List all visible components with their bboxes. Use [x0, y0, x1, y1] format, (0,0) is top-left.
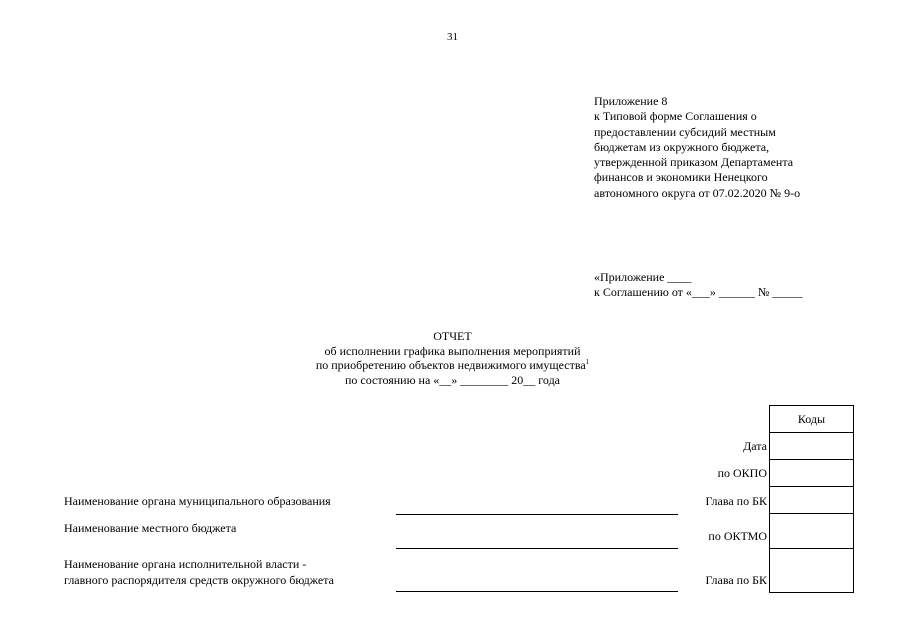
bk-code-row-2: [770, 549, 854, 593]
oktmo-code-label: по ОКТМО: [708, 529, 767, 543]
appendix-line: Приложение 8: [594, 94, 668, 108]
report-title: ОТЧЕТ: [433, 329, 472, 343]
okpo-code-row: [770, 460, 854, 487]
codes-header: Коды: [770, 406, 854, 433]
okpo-code-cell: [770, 460, 854, 487]
report-subtitle-line-2-text: по приобретению объектов недвижимого имущества: [315, 358, 586, 372]
date-code-row: [770, 433, 854, 460]
bk-code-cell-2: [770, 549, 854, 593]
appendix-line: утвержденной приказом Департамента: [594, 155, 794, 170]
annex-line-1: «Приложение ____: [594, 270, 692, 284]
annex-line-2: к Соглашению от «___» ______ № _____: [594, 285, 803, 300]
municipal-body-underline: [396, 514, 678, 515]
bk-code-label-2: Глава по БК: [705, 573, 767, 587]
appendix-reference: [594, 94, 894, 201]
report-subtitle-line-2: [0, 358, 905, 373]
footnote-mark: 1: [585, 358, 590, 366]
oktmo-code-cell: [770, 514, 854, 549]
date-code-cell: [770, 433, 854, 460]
executive-body-underline: [396, 591, 678, 592]
municipal-body-label: Наименование органа муниципального образования: [64, 494, 331, 508]
executive-body-label-line-1: Наименование органа исполнительной власти -: [64, 557, 307, 571]
codes-table: [769, 405, 854, 593]
report-title-block: [0, 329, 905, 387]
appendix-line: предоставлении субсидий местным: [594, 124, 776, 139]
bk-code-cell-1: [770, 487, 854, 514]
appendix-line: автономного округа от 07.02.2020 № 9-о: [594, 185, 801, 200]
page-number: 31: [447, 31, 458, 43]
executive-body-label-line-2: главного распорядителя средств окружного бюджета: [64, 573, 334, 587]
local-budget-underline: [396, 548, 678, 549]
agreement-annex-reference: [594, 270, 894, 301]
appendix-line: бюджетам из окружного бюджета,: [594, 139, 770, 154]
local-budget-label: Наименование местного бюджета: [64, 521, 237, 535]
codes-header-row: [770, 406, 854, 433]
report-date-line: по состоянию на «__» ________ 20__ года: [344, 372, 560, 387]
appendix-line: к Типовой форме Соглашения о: [594, 109, 757, 124]
appendix-line: финансов и экономики Ненецкого: [594, 170, 768, 185]
date-code-label: Дата: [743, 439, 767, 453]
bk-code-row-1: [770, 487, 854, 514]
oktmo-code-row: [770, 514, 854, 549]
bk-code-label-1: Глава по БК: [705, 494, 767, 508]
report-subtitle-line-1: об исполнении графика выполнения мероприятий: [324, 343, 581, 358]
okpo-code-label: по ОКПО: [717, 466, 767, 480]
